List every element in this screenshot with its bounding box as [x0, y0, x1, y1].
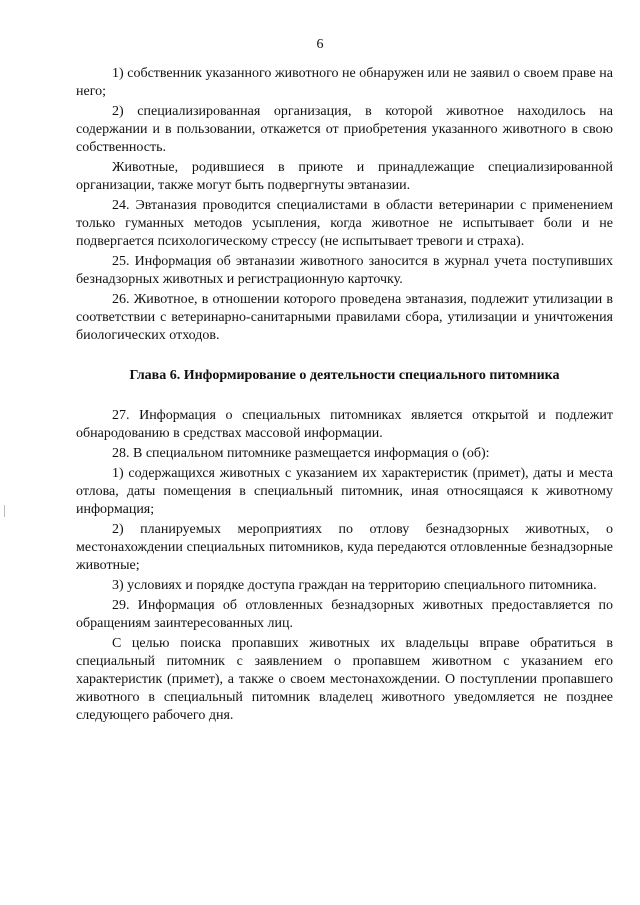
margin-mark	[4, 505, 5, 517]
paragraph-28-item-3: 3) условиях и порядке доступа граждан на территорию специального питомника.	[112, 578, 597, 593]
paragraph-condition-1: 1) собственник указанного животного не обнаружен или не заявил о своем праве на него;	[76, 66, 613, 99]
paragraph-condition-2: 2) специализированная организация, в которой животное находилось на содержании и в пользовании, откажется от приобретения указанного животного в свою собственность.	[76, 104, 613, 155]
paragraph-28-item-2: 2) планируемых мероприятиях по отлову безнадзорных животных, о местонахождении специальных питомников, куда передаются отловленные безнадзорные животные;	[76, 522, 613, 573]
paragraph-29: 29. Информация об отловленных безнадзорных животных предоставляется по обращениям заинтересованных лиц.	[76, 598, 613, 631]
paragraph-26: 26. Животное, в отношении которого проведена эвтаназия, подлежит утилизации в соответствии с ветеринарно-санитарными правилами сбора, утилизации и уничтожения биологических отходов.	[76, 292, 613, 343]
page-number: 6	[316, 37, 324, 52]
paragraph-shelter-born: Животные, родившиеся в приюте и принадлежащие специализированной организации, также могут быть подвергнуты эвтаназии.	[76, 160, 613, 193]
paragraph-owners-search: С целью поиска пропавших животных их владельцы вправе обратиться в специальный питомник с заявлением о пропавшем животном с указанием его характеристик (примет), а также о своем местонахождении. О поступлении пропавшего животного в специальный питомник владелец животного уведомляется не позднее следующего рабочего дня.	[76, 636, 613, 723]
paragraph-28-item-1: 1) содержащихся животных с указанием их характеристик (примет), даты и места отлова, даты помещения в специальный питомник, иная относящаяся к животному информация;	[76, 466, 613, 517]
document-body	[76, 65, 613, 727]
chapter-heading: Глава 6. Информирование о деятельности специального питомника	[129, 368, 560, 383]
paragraph-25: 25. Информация об эвтаназии животного заносится в журнал учета поступивших безнадзорных животных и регистрационную карточку.	[76, 254, 613, 287]
paragraph-28: 28. В специальном питомнике размещается информация о (об):	[112, 446, 490, 461]
paragraph-24: 24. Эвтаназия проводится специалистами в области ветеринарии с применением только гуманных методов усыпления, когда животное не испытывает боли и не подвергается психологическому стрессу (не испытывает тревоги и страха).	[76, 198, 613, 249]
paragraph-27: 27. Информация о специальных питомниках является открытой и подлежит обнародованию в средствах массовой информации.	[76, 408, 613, 441]
